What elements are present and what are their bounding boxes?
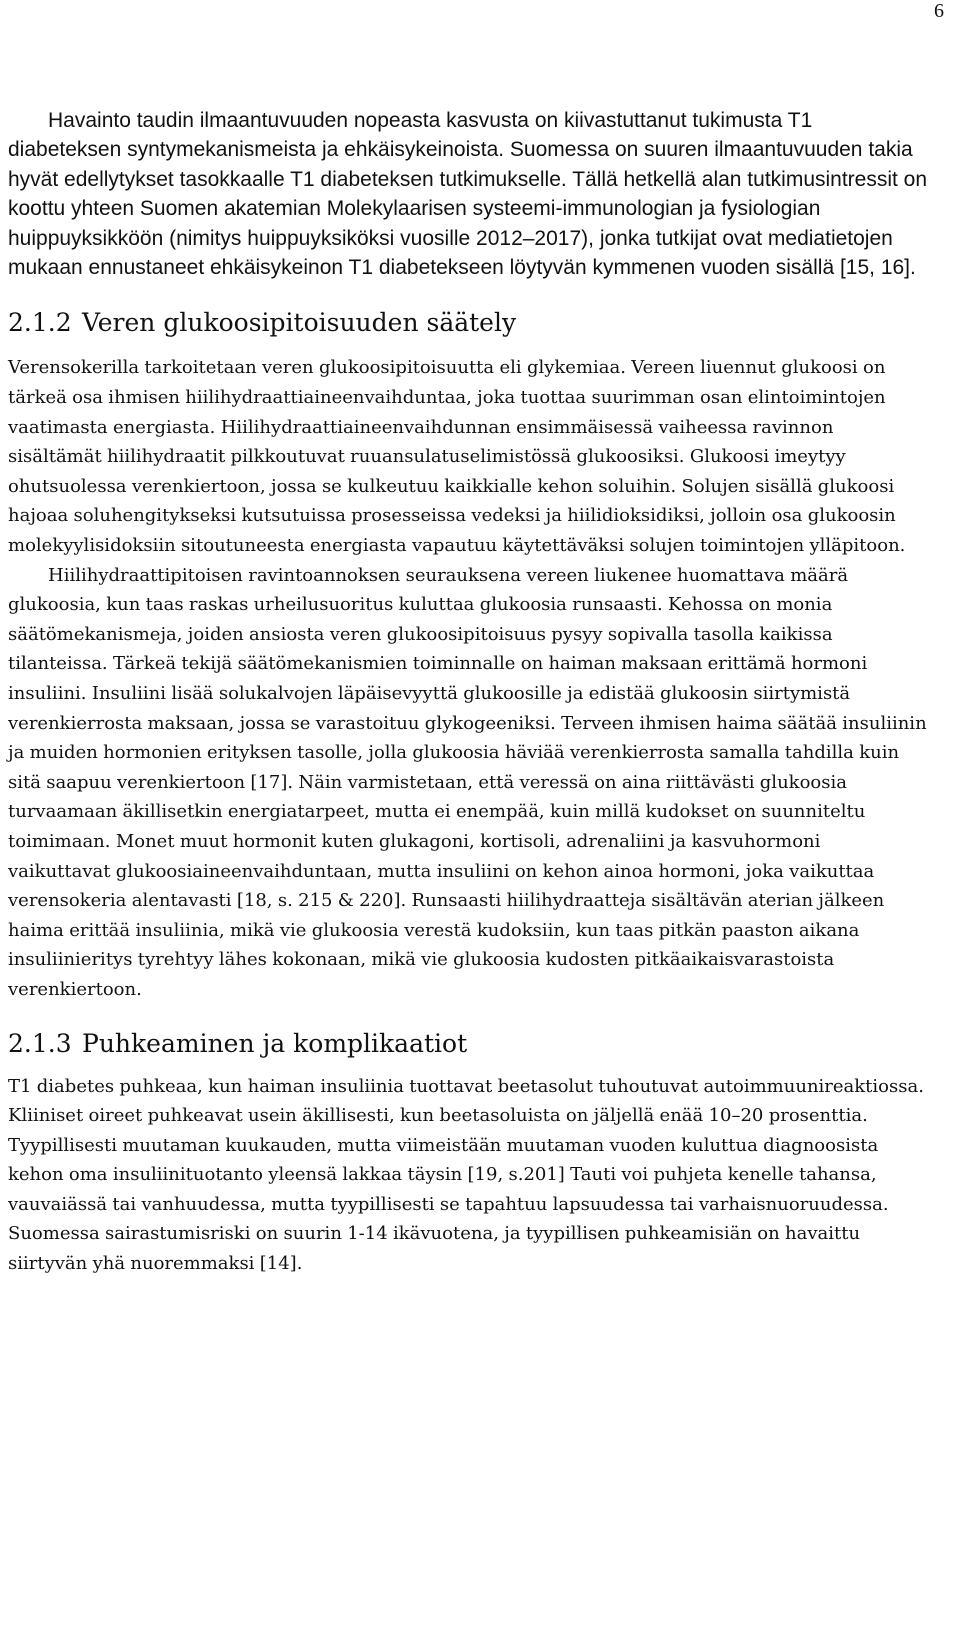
section-title: Puhkeaminen ja komplikaatiot [82, 1028, 468, 1058]
intro-text-part-2: Tällä hetkellä alan tutkimusintressit on koottu yhteen Suomen akatemian Molekylaarisen systeemi-immunologian ja fysiologian huippuyksikköön (nimitys huippuyksiköksi vuosille 2012–2017), jonka tutkijat ovat mediatietojen mukaan ennustaneet ehkäisykeinon T1 diabetekseen löytyvän kymmenen vuoden sisällä [15, 16]. [8, 167, 928, 280]
page-number: 6 [934, 0, 944, 22]
paragraph: T1 diabetes puhkeaa, kun haiman insuliinia tuottavat beetasolut tuhoutuvat autoimmuunireaktiossa. Kliiniset oireet puhkeavat usein äkillisesti, kun beetasoluista on jäljellä enää 10–20 prosenttia. Tyypillisesti muutaman kuukauden, mutta viimeistään muutaman vuoden kuluttua diagnoosista kehon oma insuliinituotanto yleensä lakkaa täysin [19, s.201] Tauti voi puhjeta kenelle tahansa, vauvaiässä tai vanhuudessa, mutta tyypillisesti se tapahtuu lapsuudessa tai varhaisnuoruudessa. Suomessa sairastumisriski on suurin 1-14 ikävuotena, ja tyypillisen puhkeamisiän on havaittu siirtyvän yhä nuoremmaksi [14]. [8, 1075, 924, 1275]
intro-text [8, 106, 928, 282]
paragraph: Hiilihydraattipitoisen ravintoannoksen seurauksena vereen liukenee huomattava määrä glukoosia, kun taas raskas urheilusuoritus kuluttaa glukoosia runsaasti. Kehossa on monia säätömekanismeja, joiden ansiosta veren glukoosipitoisuus pysyy sopivalla tasolla kaikissa tilanteissa. Tärkeä tekijä säätömekanismien toiminnalle on haiman maksaan erittämä hormoni insuliini. Insuliini lisää solukalvojen läpäisevyyttä glukoosille ja edistää glukoosin siirtymistä verenkierrosta maksaan, jossa se varastoituu glykogeeniksi. Terveen ihmisen haima säätää insuliinin ja muiden hormonien erityksen tasolle, jolla glukoosia häviää verenkierrosta samalla tahdilla kuin sitä saapuu verenkiertoon [17]. Näin varmistetaan, että veressä on aina riittävästi glukoosia turvaamaan äkillisetkin energiatarpeet, mutta ei enempää, kuin millä kudokset on suunniteltu toimimaan. Monet muut hormonit kuten glukagoni, kortisoli, adrenaliini ja kasvuhormoni vaikuttavat glukoosiaineenvaihduntaan, mutta insuliini on kehon ainoa hormoni, joka vaikuttaa verensokeria alentavasti [18, s. 215 & 220]. Runsaasti hiilihydraatteja sisältävän aterian jälkeen haima erittää insuliinia, mikä vie glukoosia verestä kudoksiin, kun taas pitkän paaston aikana insuliinieritys tyrehtyy lähes kokonaan, mikä vie glukoosia kudosten pitkäaikaisvarastoista verenkiertoon. [8, 564, 927, 1000]
intro-text-part-1: Havainto taudin ilmaantuvuuden nopeasta kasvusta on kiivastuttanut tukimusta T1 diabeteksen syntymekanismeista ja ehkäisykeinoista. Suomessa on suuren ilmaantuvuuden takia hyvät edellytykset tasokkaalle T1 diabeteksen tutkimukselle. [8, 109, 913, 191]
section-title: Veren glukoosipitoisuuden säätely [82, 308, 517, 338]
section-number: 2.1.3 [8, 1028, 72, 1058]
section-heading-2-1-2 [8, 308, 928, 337]
section-number: 2.1.2 [8, 308, 72, 338]
document-body [8, 106, 928, 1279]
section-heading-2-1-3 [8, 1029, 928, 1058]
intro-paragraph [8, 106, 928, 282]
paragraph: Verensokerilla tarkoitetaan veren glukoosipitoisuutta eli glykemiaa. Vereen liuennut glukoosi on tärkeä osa ihmisen hiilihydraattiaineenvaihduntaa, joka tuottaa suurimman osan elintoimintojen vaatimasta energiasta. Hiilihydraattiaineenvaihdunnan ensimmäisessä vaiheessa ravinnon sisältämät hiilihydraatit pilkkoutuvat ruuansulatuselimistössä glukoosiksi. Glukoosi imeytyy ohutsuolessa verenkiertoon, jossa se kulkeutuu kaikkialle kehon soluihin. Solujen sisällä glukoosi hajoaa soluhengitykseksi kutsutuissa prosesseissa vedeksi ja hiilidioksidiksi, jolloin osa glukoosin molekyylisidoksiin sitoutuneesta energiasta vapautuu käytettäväksi solujen toimintojen ylläpitoon. [8, 357, 906, 556]
